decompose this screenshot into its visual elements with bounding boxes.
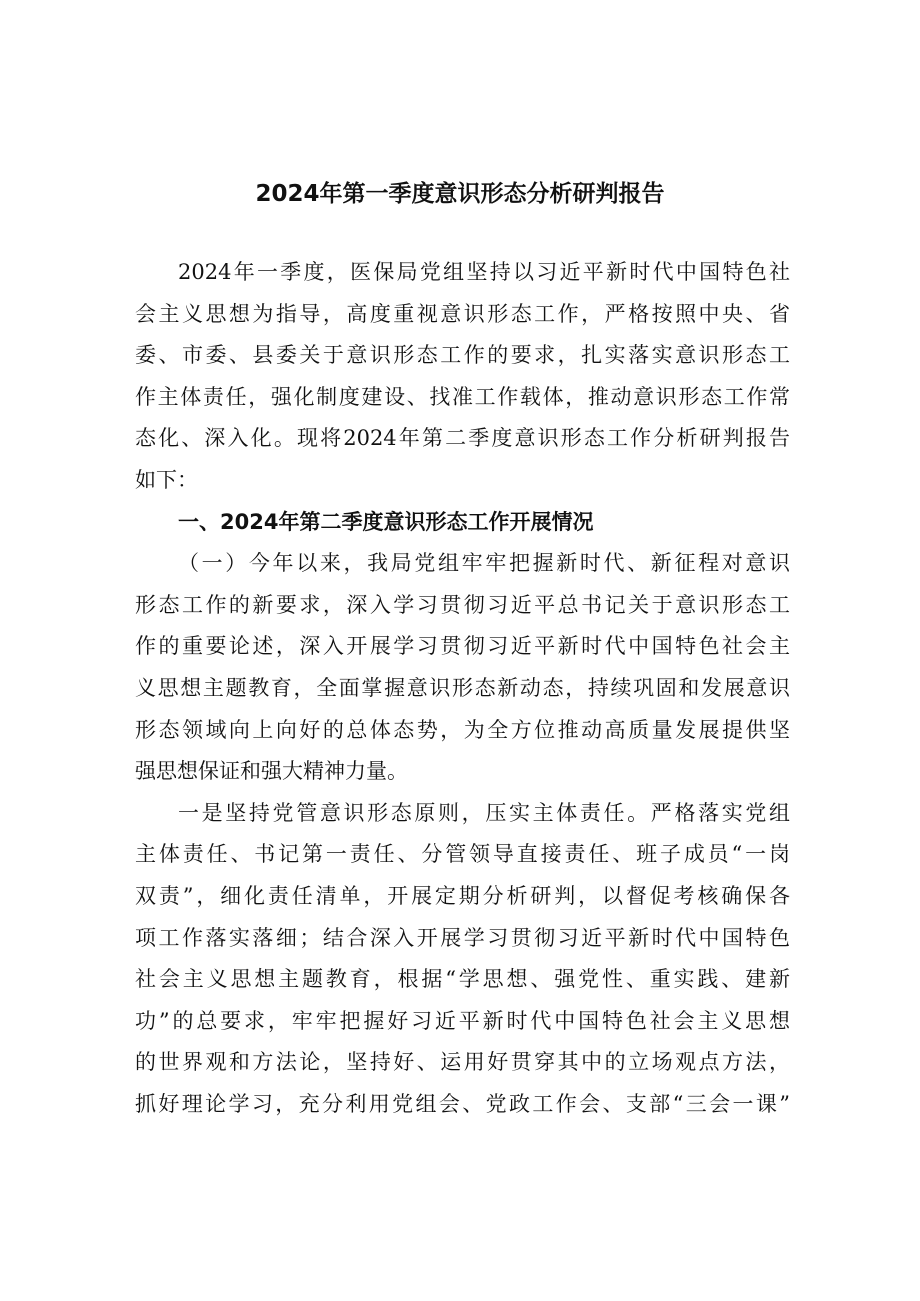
text-line: 态化、深入化。现将2024年第二季度意识形态工作分析研判报告 xyxy=(135,426,790,451)
text-line: 功”的总要求，牢牢把握好习近平新时代中国特色社会主义思想 xyxy=(135,1008,790,1033)
text-line: 一是坚持党管意识形态原则，压实主体责任。严格落实党组 xyxy=(178,800,790,825)
text-line: 社会主义思想主题教育，根据“学思想、强党性、重实践、建新 xyxy=(135,967,790,992)
document-body xyxy=(135,252,790,1125)
text-line: 义思想主题教育，全面掌握意识形态新动态，持续巩固和发展意识 xyxy=(135,675,790,700)
document-title: 2024年第一季度意识形态分析研判报告 xyxy=(255,181,665,207)
text-line: 作的重要论述，深入开展学习贯彻习近平新时代中国特色社会主 xyxy=(135,634,790,659)
text-line: （一）今年以来，我局党组牢牢把握新时代、新征程对意识 xyxy=(178,551,790,576)
text-line: 如下： xyxy=(135,467,198,492)
text-line: 主体责任、书记第一责任、分管领导直接责任、班子成员“一岗 xyxy=(135,842,790,867)
text-line: 强思想保证和强大精神力量。 xyxy=(135,759,408,784)
text-line: 2024年一季度，医保局党组坚持以习近平新时代中国特色社 xyxy=(178,260,790,284)
text-line: 形态领域向上向好的总体态势，为全方位推动高质量发展提供坚 xyxy=(135,717,790,742)
text-line: 项工作落实落细；结合深入开展学习贯彻习近平新时代中国特色 xyxy=(135,925,790,950)
text-line: 形态工作的新要求，深入学习贯彻习近平总书记关于意识形态工 xyxy=(135,592,790,617)
text-line: 抓好理论学习，充分利用党组会、党政工作会、支部“三会一课” xyxy=(135,1091,790,1116)
text-line: 作主体责任，强化制度建设、找准工作载体，推动意识形态工作常 xyxy=(135,384,790,409)
text-line: 会主义思想为指导，高度重视意识形态工作，严格按照中央、省 xyxy=(135,301,790,326)
text-line: 双责”，细化责任清单，开展定期分析研判，以督促考核确保各 xyxy=(135,883,790,908)
section-heading: 一、2024年第二季度意识形态工作开展情况 xyxy=(178,509,594,534)
text-line: 委、市委、县委关于意识形态工作的要求，扎实落实意识形态工 xyxy=(135,343,790,368)
text-line: 的世界观和方法论，坚持好、运用好贯穿其中的立场观点方法， xyxy=(135,1050,790,1075)
